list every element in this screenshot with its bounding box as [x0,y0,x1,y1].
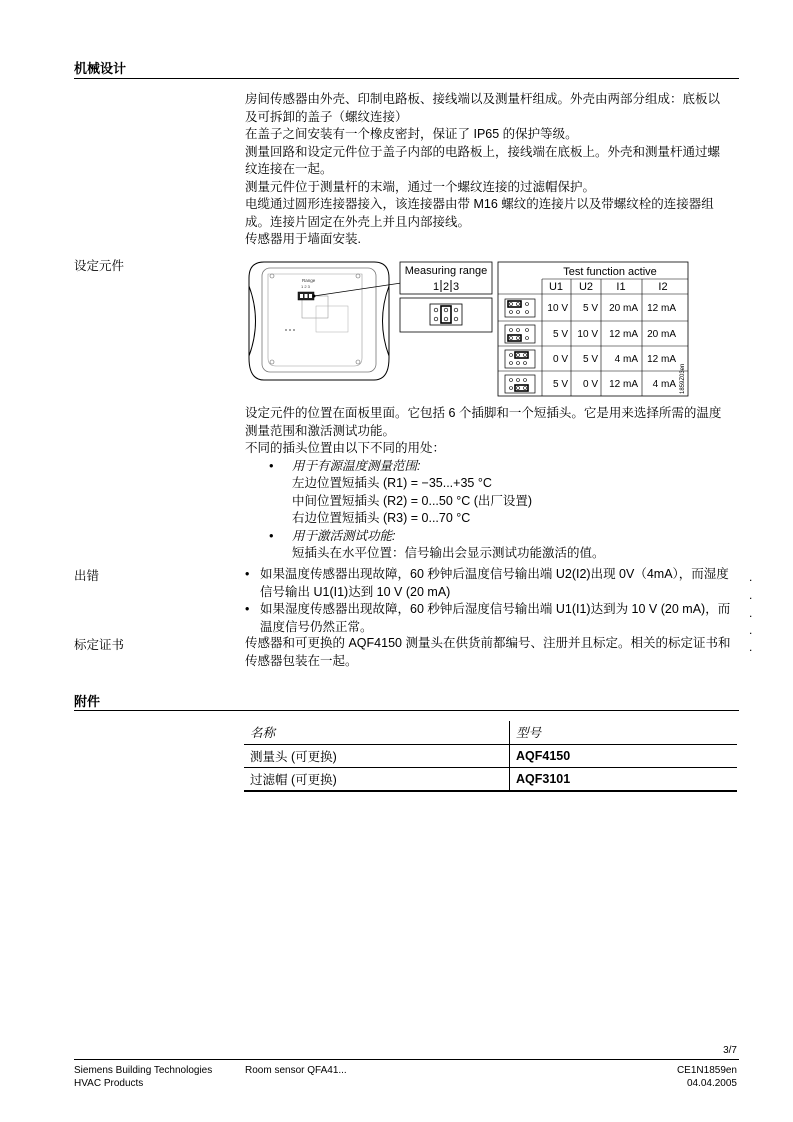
range-jumper-icon [430,304,462,325]
header-type: 型号 [510,721,738,745]
paragraph: 测量元件位于测量杆的末端，通过一个螺纹连接的过滤帽保护。 [245,179,596,194]
measuring-range-box [400,262,492,332]
table-header-row [244,721,737,745]
test-cell: 10 V [547,303,568,314]
list-item: • 用于有源温度测量范围: [245,458,732,476]
margin-mark: . [749,606,753,620]
test-cell: 5 V [552,379,568,390]
heading-rule [74,710,739,711]
paragraph: 电缆通过圆形连接器接入，该连接器由带 M16 螺纹的连接片以及带螺纹栓的连接器组成。连接片固定在外壳上并且内部接线。 [245,197,714,229]
footer-division: HVAC Products [74,1078,144,1089]
jumper-icon [505,325,535,343]
footer-date: 04.04.2005 [686,1078,737,1089]
test-cell: 12 mA [647,354,676,365]
list-item: • 如果温度传感器出现故障，60 秒钟后温度信号输出端 U2(I2)出现 0V（4mA），而湿度信号输出 U1(I1)达到 10 V (20 mA) [245,566,737,601]
board-range-digits: 1 2 3 [301,284,310,289]
test-cell: 5 V [582,354,598,365]
range-digit-3: 3 [452,281,460,293]
setting-element-figure [244,258,694,403]
test-header-u1: U1 [548,281,564,293]
housing-drawing [249,262,389,380]
table-row [244,745,737,768]
error-list [245,566,737,636]
table-cell-name: 测量头 (可更换) [244,745,510,768]
jumper-icon [505,375,535,393]
section-heading-accessories: 附件 [74,694,101,709]
test-cell: 12 mA [647,303,676,314]
jumper-icon [505,299,535,317]
list-item: • 如果湿度传感器出现故障，60 秒钟后湿度信号输出端 U1(I1)达到为 10 V (20 mA)，而温度信号仍然正常。 [245,601,737,636]
test-cell: 0 V [582,379,598,390]
paragraph: 不同的插头位置由以下不同的用处： [245,441,446,455]
test-cell: 4 mA [652,379,676,390]
heading-rule [74,78,739,79]
list-item: • 用于激活测试功能: [245,528,732,546]
side-label-calibration: 标定证书 [74,638,125,652]
table-cell-type: AQF3101 [510,768,738,792]
range-r1: 左边位置短插头 (R1) = −35...+35 °C [292,476,492,490]
setting-description [245,405,732,563]
footer-doc-id: CE1N1859en [676,1065,737,1076]
side-label-setting: 设定元件 [74,259,125,273]
margin-mark: . [749,570,753,584]
board-range-label: Range [302,278,316,283]
test-function-title: Test function active [563,266,657,278]
test-cell: 5 V [552,329,568,340]
test-function-table [498,262,688,396]
footer-product: Room sensor QFA41... [245,1065,347,1076]
test-cell: 12 mA [609,329,638,340]
test-cell: 20 mA [609,303,638,314]
footer-rule [74,1059,739,1060]
table-cell-name: 过滤帽 (可更换) [244,768,510,792]
section-heading-mechanical: 机械设计 [74,61,127,76]
measuring-range-title: Measuring range [404,265,488,277]
footer-company-block [74,1064,212,1090]
test-header-i1: I1 [616,281,626,293]
range-digit-2: 2 [442,281,450,293]
mechanical-text [245,91,732,249]
table-cell-type: AQF4150 [510,745,738,768]
paragraph: 在盖子之间安装有一个橡皮密封，保证了 IP65 的保护等级。 [245,127,578,141]
paragraph: 测量回路和设定元件位于盖子内部的电路板上，接线端在底板上。外壳和测量杆通过螺纹连接在一起。 [245,144,721,176]
calibration-text: 传感器和可更换的 AQF4150 测量头在供货前都编号、注册并且标定。相关的标定证书和传感器包装在一起。 [245,636,731,668]
margin-mark: . [749,623,753,637]
test-cell: 12 mA [609,379,638,390]
side-label-errors: 出错 [74,569,100,583]
test-description: 短插头在水平位置：信号输出会显示测试功能激活的值。 [292,546,605,560]
paragraph: 房间传感器由外壳、印制电路板、接线端以及测量杆组成。外壳由两部分组成：底板以及可拆卸的盖子（螺纹连接） [245,92,721,124]
test-cell: 10 V [577,329,598,340]
test-cell: 20 mA [647,329,676,340]
setting-bullets [245,458,732,563]
test-header-u2: U2 [578,281,594,293]
footer-company: Siemens Building Technologies [74,1065,213,1076]
test-cell: 4 mA [614,354,638,365]
test-cell: 0 V [552,354,568,365]
margin-mark: . [749,640,753,654]
header-name: 名称 [244,721,510,745]
range-digit-1: 1 [432,281,440,293]
range-r3: 右边位置短插头 (R3) = 0...70 °C [292,511,471,525]
test-header-i2: I2 [658,281,668,293]
footer-doc-block [677,1064,737,1090]
page-number: 3/7 [723,1045,737,1056]
test-cell: 5 V [582,303,598,314]
accessories-table [244,721,737,792]
figure-code: 1859Z03en [680,363,686,394]
paragraph: 传感器用于墙面安装. [245,232,361,246]
margin-mark: . [749,588,753,602]
paragraph: 设定元件的位置在面板里面。它包括 6 个插脚和一个短插头。它是用来选择所需的温度测量范围和激活测试功能。 [245,406,722,438]
range-r2: 中间位置短插头 (R2) = 0...50 °C (出厂设置) [292,493,533,508]
table-row [244,768,737,792]
jumper-icon [505,350,535,368]
